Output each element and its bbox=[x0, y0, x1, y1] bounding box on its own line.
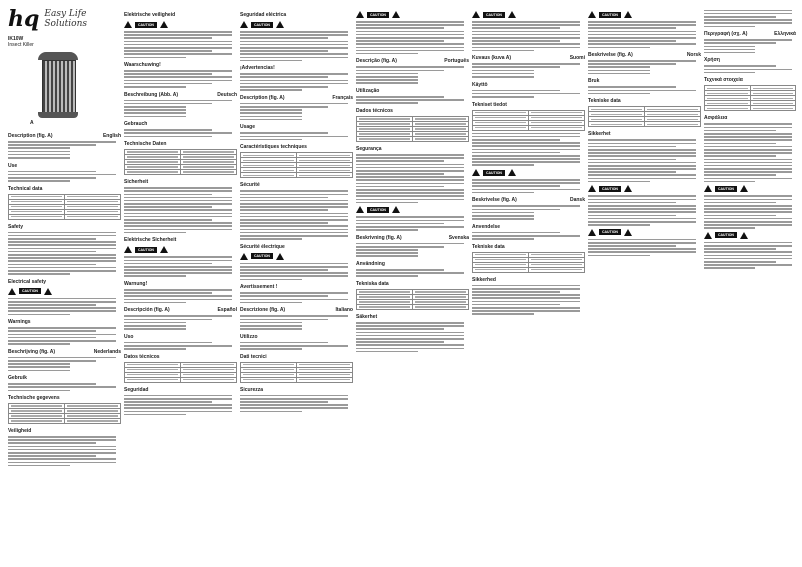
section-heading: Ασφάλεια bbox=[704, 115, 728, 122]
warning-triangle-icon bbox=[704, 232, 712, 239]
section-heading: Veiligheid bbox=[8, 428, 32, 435]
section-heading: Seguridad bbox=[124, 386, 149, 393]
warning-triangle-icon bbox=[508, 11, 516, 18]
section-heading: Warnings bbox=[8, 319, 31, 326]
warning-triangle-icon bbox=[624, 229, 632, 236]
section-heading: Beskrivelse (fig. A) Dansk bbox=[472, 197, 585, 204]
column-norwegian bbox=[588, 8, 701, 560]
section-heading: Technische gegevens bbox=[8, 395, 60, 402]
warning-triangle-icon bbox=[124, 21, 132, 28]
warning-triangle-icon bbox=[508, 169, 516, 176]
brand-logo bbox=[8, 8, 121, 30]
section-heading: Περιγραφή (σχ. A) Ελληνικά bbox=[704, 31, 796, 38]
section-heading: Användning bbox=[356, 261, 385, 268]
caution-banner: CAUTION bbox=[240, 21, 353, 28]
warning-triangle-icon bbox=[740, 185, 748, 192]
caution-banner: CAUTION bbox=[704, 185, 796, 192]
section-heading: Use bbox=[8, 162, 18, 169]
column-english bbox=[8, 8, 121, 560]
warning-triangle-icon bbox=[356, 206, 364, 213]
spec-table bbox=[588, 106, 701, 127]
section-heading: Beskrivelse (fig. A) Norsk bbox=[588, 52, 701, 59]
section-heading: Sikkerhet bbox=[588, 131, 611, 138]
section-heading: Tekniske data bbox=[472, 243, 505, 250]
section-heading: Säkerhet bbox=[356, 314, 378, 321]
warning-triangle-icon bbox=[472, 11, 480, 18]
section-heading: Elektrische Sicherheit bbox=[124, 237, 177, 244]
warning-triangle-icon bbox=[276, 253, 284, 260]
spec-table bbox=[356, 116, 469, 142]
spec-table bbox=[240, 362, 353, 383]
section-heading: Description (fig. A) English bbox=[8, 133, 121, 139]
warning-triangle-icon bbox=[740, 232, 748, 239]
warning-triangle-icon bbox=[356, 11, 364, 18]
section-heading: Beschreibung (Abb. A) Deutsch bbox=[124, 91, 237, 98]
warning-triangle-icon bbox=[624, 185, 632, 192]
section-heading: ¡Advertencias! bbox=[240, 65, 275, 72]
section-heading: Technical data bbox=[8, 185, 43, 192]
section-heading: Utilizzo bbox=[240, 333, 258, 340]
product-name: Insect Killer bbox=[8, 42, 34, 48]
warning-triangle-icon bbox=[472, 169, 480, 176]
spec-table bbox=[356, 289, 469, 310]
spec-table bbox=[124, 149, 237, 175]
section-heading: Sikkerhed bbox=[472, 276, 496, 283]
section-heading: Anvendelse bbox=[472, 223, 501, 230]
warning-triangle-icon bbox=[276, 21, 284, 28]
warning-triangle-icon bbox=[160, 246, 168, 253]
section-heading: Kuvaus (kuva A) Suomi bbox=[472, 55, 585, 62]
section-heading: Sécurité électrique bbox=[240, 243, 285, 250]
warning-triangle-icon bbox=[44, 288, 52, 295]
warning-triangle-icon bbox=[8, 288, 16, 295]
insect-killer-illustration bbox=[28, 52, 88, 127]
figure-label: A bbox=[30, 120, 34, 126]
caution-banner: CAUTION bbox=[356, 206, 469, 213]
spec-table bbox=[472, 110, 585, 131]
warning-triangle-icon bbox=[124, 246, 132, 253]
section-heading: Dados técnicos bbox=[356, 107, 393, 114]
warning-triangle-icon bbox=[160, 21, 168, 28]
section-heading: Beskrivning (fig. A) Svenska bbox=[356, 234, 469, 241]
caution-banner: CAUTION bbox=[588, 11, 701, 18]
section-heading: Descrição (fig. A) Português bbox=[356, 58, 469, 65]
section-heading: Sicherheit bbox=[124, 179, 149, 186]
spec-table bbox=[240, 152, 353, 178]
section-heading: Description (fig. A) Français bbox=[240, 94, 353, 101]
warning-triangle-icon bbox=[392, 206, 400, 213]
section-heading: Caractéristiques techniques bbox=[240, 144, 307, 151]
warning-triangle-icon bbox=[588, 229, 596, 236]
section-heading: Descrizione (fig. A) Italiano bbox=[240, 307, 353, 314]
section-heading: Avertissement ! bbox=[240, 284, 278, 291]
warning-triangle-icon bbox=[240, 253, 248, 260]
section-heading: Technische Daten bbox=[124, 141, 167, 148]
column-spanish-french bbox=[240, 8, 353, 560]
column-dutch-german bbox=[124, 8, 237, 560]
spec-table bbox=[124, 362, 237, 383]
section-heading: Elektrische veiligheid bbox=[124, 12, 176, 18]
column-portuguese bbox=[356, 8, 469, 560]
section-heading: Bruk bbox=[588, 78, 600, 85]
warning-triangle-icon bbox=[588, 185, 596, 192]
caution-banner: CAUTION bbox=[472, 11, 585, 18]
section-heading: Uso bbox=[124, 333, 134, 340]
section-heading: Dati tecnici bbox=[240, 353, 267, 360]
section-heading: Τεχνικά στοιχεία bbox=[704, 77, 743, 84]
section-heading: Tekniske data bbox=[588, 98, 621, 105]
section-heading: Beschrijving (fig. A) Nederlands bbox=[8, 348, 121, 355]
column-greek bbox=[704, 8, 796, 560]
section-heading: Electrical safety bbox=[8, 278, 47, 285]
column-finnish-danish bbox=[472, 8, 585, 560]
section-heading: Descripción (fig. A) Español bbox=[124, 307, 237, 314]
section-heading: Tekniset tiedot bbox=[472, 101, 507, 108]
section-heading: Gebruik bbox=[8, 375, 27, 382]
caution-banner: CAUTION bbox=[588, 185, 701, 192]
spec-table bbox=[8, 403, 121, 424]
section-heading: Tekniska data bbox=[356, 281, 389, 288]
brand-tagline: Easy Life Solutions bbox=[44, 9, 87, 29]
section-heading: Χρήση bbox=[704, 57, 720, 64]
section-heading: Sécurité bbox=[240, 182, 260, 189]
caution-banner: CAUTION bbox=[8, 288, 121, 295]
spec-table bbox=[8, 194, 121, 220]
caution-banner: CAUTION bbox=[124, 246, 237, 253]
section-heading: Gebrauch bbox=[124, 121, 148, 128]
hq-logo: hq bbox=[8, 8, 40, 32]
section-heading: Utilização bbox=[356, 88, 380, 94]
caution-banner: CAUTION bbox=[472, 169, 585, 176]
section-heading: Käyttö bbox=[472, 81, 488, 88]
caution-banner: CAUTION bbox=[124, 21, 237, 28]
section-heading: Datos técnicos bbox=[124, 353, 160, 360]
warning-triangle-icon bbox=[704, 185, 712, 192]
warning-triangle-icon bbox=[392, 11, 400, 18]
warning-triangle-icon bbox=[588, 11, 596, 18]
section-heading: Waarschuwing! bbox=[124, 62, 161, 69]
warning-triangle-icon bbox=[624, 11, 632, 18]
section-heading: Warnung! bbox=[124, 281, 148, 288]
section-heading: Seguridad eléctrica bbox=[240, 12, 287, 18]
caution-banner: CAUTION bbox=[356, 11, 469, 18]
caution-banner: CAUTION bbox=[588, 229, 701, 236]
warning-triangle-icon bbox=[240, 21, 248, 28]
spec-table bbox=[704, 85, 796, 111]
spec-table bbox=[472, 252, 585, 273]
model-number: IK10W bbox=[8, 36, 24, 42]
caution-banner: CAUTION bbox=[704, 232, 796, 239]
section-heading: Segurança bbox=[356, 145, 382, 152]
section-heading: Sicurezza bbox=[240, 386, 264, 393]
caution-banner: CAUTION bbox=[240, 253, 353, 260]
section-heading: Safety bbox=[8, 223, 24, 230]
section-heading: Usage bbox=[240, 124, 256, 131]
